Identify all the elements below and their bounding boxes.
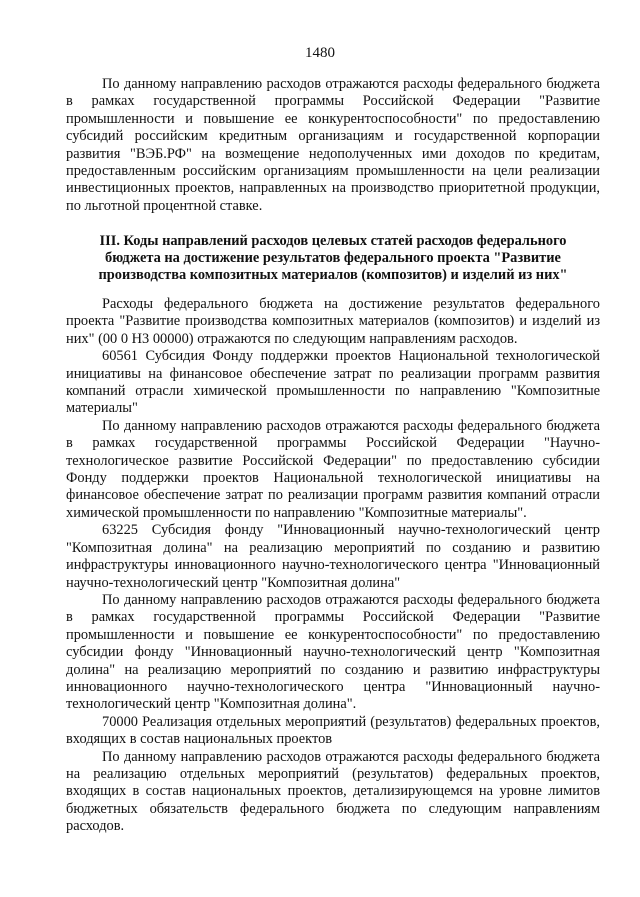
- page-number: 1480: [305, 45, 335, 61]
- paragraph: 70000 Реализация отдельных мероприятий (результатов) федеральных проектов, входящих в состав национальных проектов: [66, 713, 600, 748]
- paragraph: По данному направлению расходов отражаются расходы федерального бюджета в рамках государственной программы Российской Федерации "Развитие промышленности и повышение ее конкурентоспособности" по предоставлению субсидии фонду "Инновационный научно-технологический центр "Композитная долина" на реализацию мероприятий по созданию и развитию инфраструктуры инновационного научно-технологического центра "Инновационный научно-технологический центр "Композитная долина".: [66, 591, 600, 713]
- paragraph: Расходы федерального бюджета на достижение результатов федерального проекта "Развитие производства композитных материалов (композитов) и изделий из них" (00 0 Н3 00000) отражаются по следующим направлениям расходов.: [66, 296, 600, 347]
- paragraph: По данному направлению расходов отражаются расходы федерального бюджета в рамках государственной программы Российской Федерации "Научно-технологическое развитие Российской Федерации" по предоставлению субсидии Фонду поддержки проектов Национальной технологической инициативы на финансовое обеспечение затрат по реализации программ развития компаний отрасли химической промышленности по направлению "Композитные материалы".: [66, 417, 600, 521]
- paragraph: По данному направлению расходов отражаются расходы федерального бюджета на реализацию отдельных мероприятий (результатов) федеральных проектов, входящих в состав национальных проектов, детализирующемся на уровне лимитов бюджетных обязательств федерального бюджета по следующим направлениям расходов.: [66, 748, 600, 835]
- section-heading: III. Коды направлений расходов целевых статей расходов федерального бюджета на достижение результатов федерального проекта "Развитие производства композитных материалов (композитов) и изделий из них": [98, 233, 568, 284]
- paragraph: 63225 Субсидия фонду "Инновационный научно-технологический центр "Композитная долина" на реализацию мероприятий по созданию и развитию инфраструктуры инновационного научно-технологического центра "Инновационный научно-технологический центр "Композитная долина": [66, 522, 600, 591]
- section-body: [66, 296, 600, 836]
- intro-block: [66, 76, 600, 215]
- intro-paragraph: По данному направлению расходов отражаются расходы федерального бюджета в рамках государственной программы Российской Федерации "Развитие промышленности и повышение ее конкурентоспособности" по предоставлению субсидий российским кредитным организациям и государственной корпорации развития "ВЭБ.РФ" на возмещение недополученных ими доходов по кредитам, предоставленным российским организациям промышленности на цели реализации инвестиционных проектов, направленных на производство приоритетной продукции, по льготной процентной ставке.: [66, 76, 600, 214]
- paragraph: 60561 Субсидия Фонду поддержки проектов Национальной технологической инициативы на финансовое обеспечение затрат по реализации программ развития компаний отрасли химической промышленности по направлению "Композитные материалы": [66, 348, 600, 417]
